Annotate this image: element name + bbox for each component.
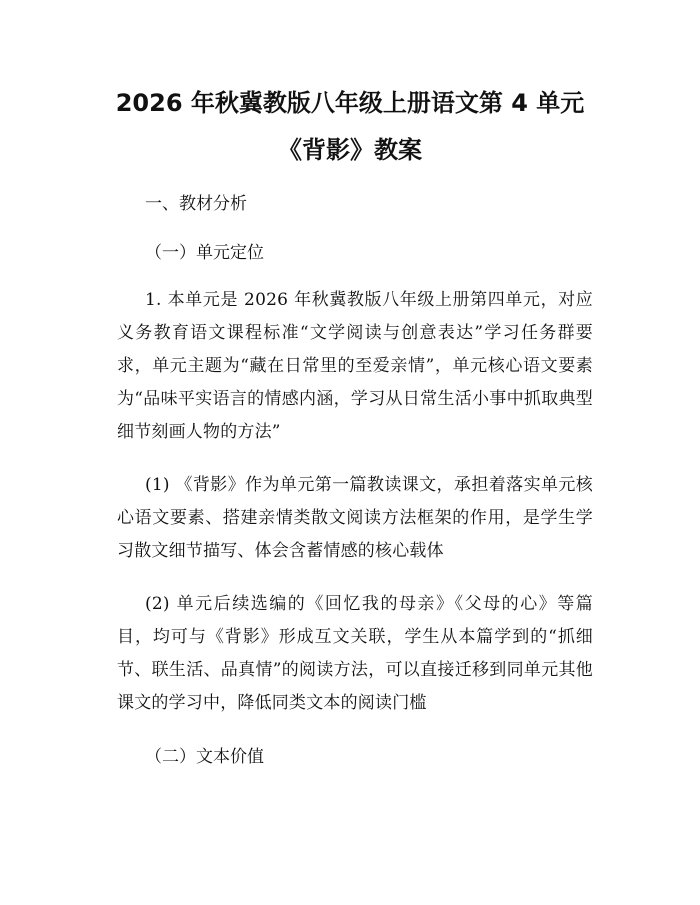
subsection-heading-unit-positioning: （一）单元定位	[145, 243, 264, 263]
document-title-line-1: 2026 年秋冀教版八年级上册语文第 4 单元	[115, 89, 585, 117]
paragraph-beiying-role: (1) 《背影》作为单元第一篇教读课文，承担着落实单元核心语文要素、搭建亲情类散文阅读方法框架的作用，是学生学习散文细节描写、体会含蓄情感的核心载体	[117, 475, 593, 561]
section-heading-teaching-material-analysis: 一、教材分析	[145, 194, 247, 214]
paragraph-unit-overview: 1. 本单元是 2026 年秋冀教版八年级上册第四单元，对应义务教育语文课程标准“文学阅读与创意表达”学习任务群要求，单元主题为“藏在日常里的至爱亲情”，单元核心语文要素为“品味平实语言的情感内涵，学习从日常生活小事中抓取典型细节刻画人物的方法”	[117, 290, 593, 442]
subsection-heading-text-value: （二）文本价值	[145, 747, 264, 767]
document-title-line-2: 《背影》教案	[278, 136, 422, 164]
paragraph-related-texts: (2) 单元后续选编的《回忆我的母亲》《父母的心》等篇目，均可与《背影》形成互文关联，学生从本篇学到的“抓细节、联生活、品真情”的阅读方法，可以直接迁移到同单元其他课文的学习中，降低同类文本的阅读门槛	[117, 594, 593, 713]
